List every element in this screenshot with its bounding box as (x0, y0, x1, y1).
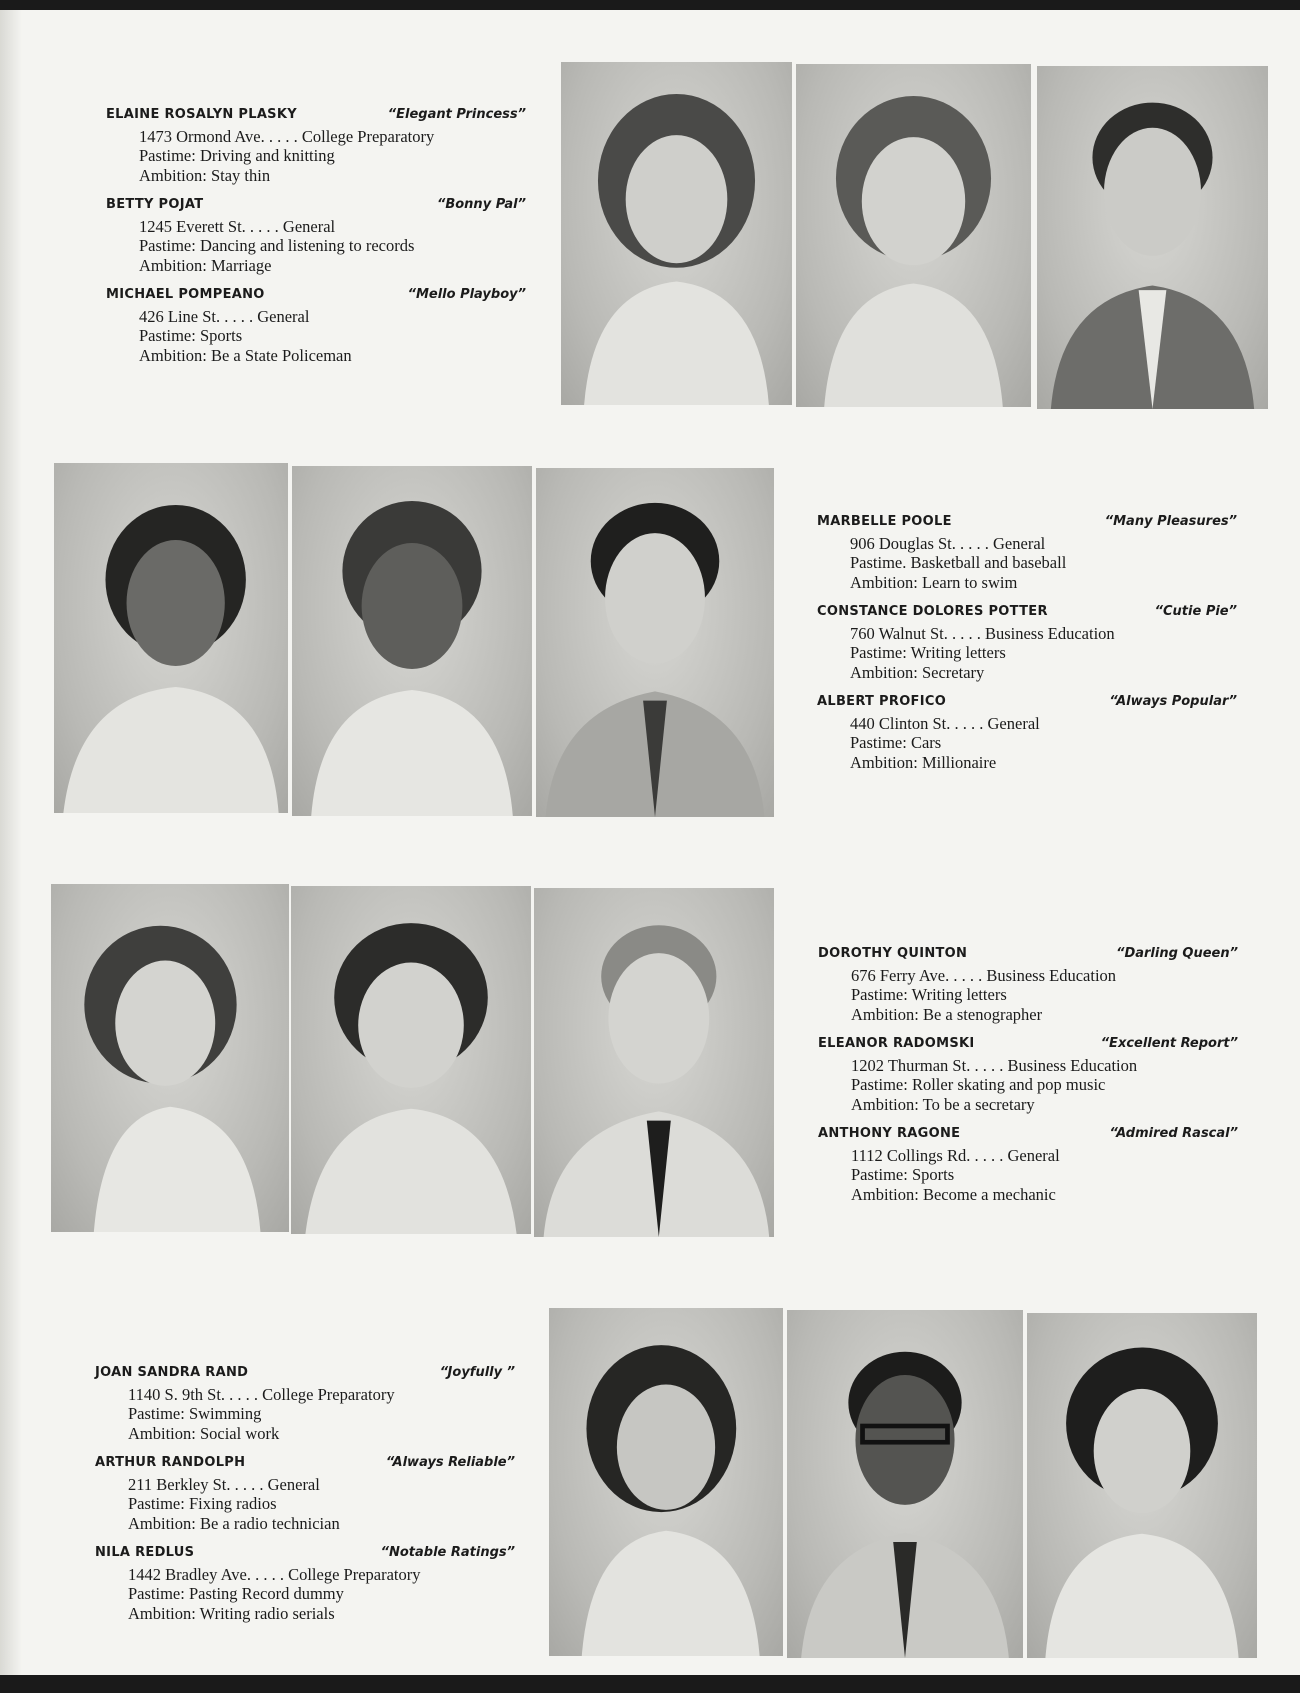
student-entry (95, 1453, 515, 1533)
student-list-2 (817, 512, 1237, 782)
student-nickname: “Elegant Princess” (387, 107, 526, 122)
student-name: ELAINE ROSALYN PLASKY (106, 107, 297, 122)
student-ambition: Ambition: Stay thin (139, 165, 271, 185)
student-address: 1473 Ormond Ave. . . . . College Preparatory (139, 126, 435, 146)
student-pastime: Pastime: Fixing radios (128, 1494, 277, 1513)
student-portrait (292, 466, 532, 816)
student-address: 211 Berkley St. . . . . General (128, 1474, 320, 1494)
student-name: ALBERT PROFICO (817, 694, 947, 709)
student-nickname: “Always Popular” (1109, 694, 1237, 709)
student-portrait (51, 884, 289, 1232)
student-name: MARBELLE POOLE (817, 514, 952, 529)
student-pastime: Pastime: Writing letters (850, 643, 1006, 662)
student-address: 1140 S. 9th St. . . . . College Preparatory (128, 1384, 395, 1404)
yearbook-page (0, 10, 1300, 1675)
student-entry (95, 1543, 515, 1623)
student-entry (817, 602, 1237, 682)
student-ambition: Ambition: Secretary (850, 662, 985, 682)
student-nickname: “Admired Rascal” (1109, 1126, 1238, 1141)
student-nickname: “Darling Queen” (1116, 946, 1238, 961)
student-entry (818, 1124, 1238, 1204)
student-name: MICHAEL POMPEANO (106, 287, 265, 302)
student-portrait (549, 1308, 783, 1656)
student-address: 760 Walnut St. . . . . Business Education (850, 623, 1115, 643)
student-ambition: Ambition: Learn to swim (850, 572, 1018, 592)
student-list-3 (818, 944, 1238, 1214)
student-pastime: Pastime: Swimming (128, 1404, 262, 1423)
student-entry (818, 1034, 1238, 1114)
student-name: ANTHONY RAGONE (818, 1126, 961, 1141)
student-address: 1245 Everett St. . . . . General (139, 216, 336, 236)
student-address: 1112 Collings Rd. . . . . General (851, 1145, 1060, 1165)
student-pastime: Pastime: Pasting Record dummy (128, 1584, 344, 1603)
student-name: NILA REDLUS (95, 1545, 195, 1560)
student-list-1 (106, 105, 526, 375)
student-address: 676 Ferry Ave. . . . . Business Education (851, 965, 1117, 985)
student-entry (106, 285, 526, 365)
student-address: 440 Clinton St. . . . . General (850, 713, 1040, 733)
student-entry (95, 1363, 515, 1443)
student-ambition: Ambition: Social work (128, 1423, 280, 1443)
student-pastime: Pastime. Basketball and baseball (850, 553, 1067, 572)
student-nickname: “Bonny Pal” (436, 197, 526, 212)
student-entry (818, 944, 1238, 1024)
student-name: ARTHUR RANDOLPH (95, 1455, 246, 1470)
student-pastime: Pastime: Roller skating and pop music (851, 1075, 1106, 1094)
student-ambition: Ambition: Be a stenographer (851, 1004, 1043, 1024)
student-pastime: Pastime: Dancing and listening to records (139, 236, 415, 255)
student-pastime: Pastime: Writing letters (851, 985, 1007, 1004)
student-name: DOROTHY QUINTON (818, 946, 968, 961)
student-nickname: “Cutie Pie” (1154, 604, 1237, 619)
student-ambition: Ambition: Be a State Policeman (139, 345, 352, 365)
page-binding-edge (0, 10, 22, 1675)
student-entry (817, 512, 1237, 592)
student-nickname: “Mello Playboy” (407, 287, 526, 302)
student-portrait (291, 886, 531, 1234)
student-ambition: Ambition: Writing radio serials (128, 1603, 335, 1623)
student-pastime: Pastime: Sports (851, 1165, 955, 1184)
student-portrait (787, 1310, 1023, 1658)
student-portrait (534, 888, 774, 1237)
student-entry (817, 692, 1237, 772)
student-address: 1442 Bradley Ave. . . . . College Preparatory (128, 1564, 421, 1584)
student-list-4 (95, 1363, 515, 1633)
student-ambition: Ambition: Be a radio technician (128, 1513, 340, 1533)
student-ambition: Ambition: Become a mechanic (851, 1184, 1056, 1204)
student-name: JOAN SANDRA RAND (95, 1365, 249, 1380)
student-nickname: “Notable Ratings” (380, 1545, 515, 1560)
student-portrait (1037, 66, 1268, 409)
student-portrait (1027, 1313, 1257, 1658)
student-portrait (796, 64, 1031, 407)
student-pastime: Pastime: Sports (139, 326, 243, 345)
student-name: CONSTANCE DOLORES POTTER (817, 604, 1048, 619)
student-ambition: Ambition: Millionaire (850, 752, 997, 772)
student-ambition: Ambition: Marriage (139, 255, 272, 275)
student-address: 906 Douglas St. . . . . General (850, 533, 1046, 553)
student-nickname: “Always Reliable” (385, 1455, 515, 1470)
student-portrait (536, 468, 774, 817)
student-address: 426 Line St. . . . . General (139, 306, 310, 326)
student-name: BETTY POJAT (106, 197, 204, 212)
student-portrait (54, 463, 288, 813)
student-pastime: Pastime: Cars (850, 733, 942, 752)
student-entry (106, 195, 526, 275)
student-nickname: “Joyfully ” (439, 1365, 515, 1380)
student-portrait (561, 62, 792, 405)
student-nickname: “Excellent Report” (1100, 1036, 1238, 1051)
student-pastime: Pastime: Driving and knitting (139, 146, 335, 165)
student-nickname: “Many Pleasures” (1104, 514, 1237, 529)
student-entry (106, 105, 526, 185)
student-address: 1202 Thurman St. . . . . Business Education (851, 1055, 1138, 1075)
student-ambition: Ambition: To be a secretary (851, 1094, 1035, 1114)
student-name: ELEANOR RADOMSKI (818, 1036, 975, 1051)
